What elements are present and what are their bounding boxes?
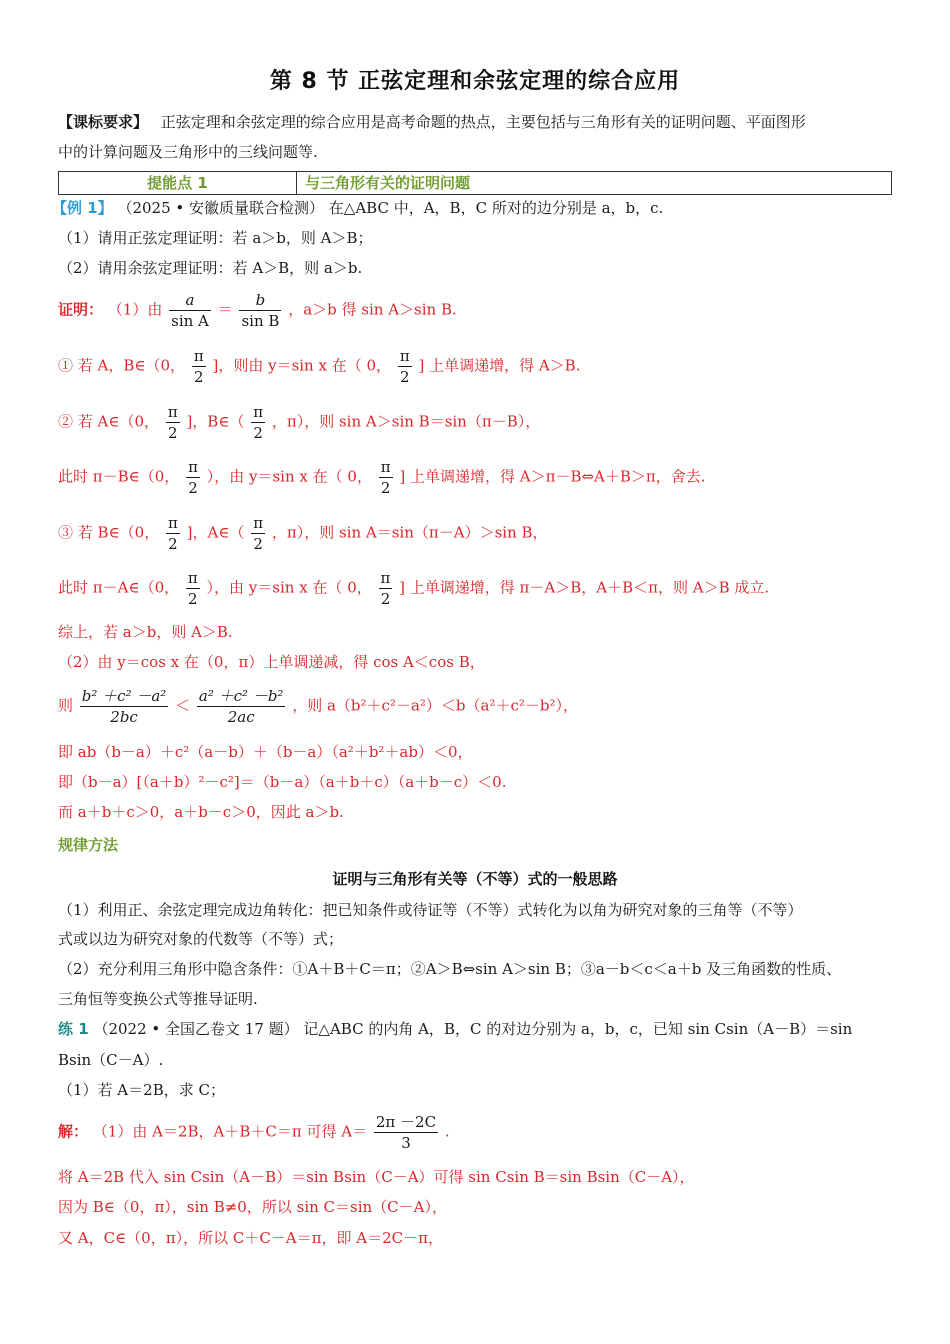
section-title: 与三角形有关的证明问题	[305, 174, 471, 192]
fraction-numerator: π	[167, 403, 178, 421]
solution-line-2: 将 A＝2B 代入 sin Csin（A－B）＝sin Bsin（C－A）可得 sin Csin B＝sin Bsin（C－A），	[58, 1168, 695, 1186]
practice1-label: 练 1	[58, 1020, 89, 1038]
fraction-denominator: sin B	[241, 312, 280, 330]
fraction-numerator: π	[193, 347, 204, 365]
proof-l9-post: ，则 a（b²＋c²－a²）＜b（a²＋c²－b²），	[292, 696, 579, 715]
example1-text: 在△ABC 中，A，B，C 所对的边分别是 a，b，c.	[328, 199, 664, 217]
requirement-label: 【课标要求】	[58, 113, 149, 131]
requirement-text-1: 正弦定理和余弦定理的综合应用是高考命题的热点，主要包括与三角形有关的证明问题、平面图形	[160, 113, 806, 131]
fraction-numerator: π	[380, 569, 391, 587]
fraction-denominator: 2	[188, 479, 198, 497]
solution-line-1	[58, 1112, 450, 1153]
method-p1b: 式或以边为研究对象的代数等（不等）式；	[58, 930, 344, 948]
practice1-text: 记△ABC 的内角 A，B，C 的对边分别为 a，b，c，已知 sin Csin（A－B）＝sin	[303, 1020, 853, 1038]
fraction-pi-over-2	[192, 346, 206, 387]
example1-label: 【例 1】	[52, 199, 113, 217]
fraction-pi-over-2	[251, 513, 265, 554]
proof-line-12: 而 a＋b＋c＞0，a＋b－c＞0，因此 a＞b.	[58, 803, 344, 821]
solution-line-3: 因为 B∈（0，π），sin B≠0，所以 sin C＝sin（C－A），	[58, 1198, 447, 1216]
method-label: 规律方法	[58, 836, 119, 854]
practice1-stem-1	[58, 1019, 852, 1039]
fraction-numerator: π	[399, 347, 410, 365]
practice1-stem-2: Bsin（C－A）.	[58, 1051, 164, 1069]
proof-l4-c: ] 上单调递增，得 A＞π－B⇔A＋B＞π，舍去.	[399, 467, 706, 486]
proof-l4-b: ），由 y＝sin x 在（ 0，	[206, 467, 372, 486]
method-p2b: 三角恒等变换公式等推导证明.	[58, 990, 258, 1008]
fraction-cosA	[80, 686, 169, 727]
fraction-numerator: π	[188, 458, 198, 476]
fraction-numerator: π	[253, 403, 264, 421]
proof-l3-b: ]，B∈（	[186, 412, 245, 431]
proof-l6-b: ），由 y＝sin x 在（ 0，	[206, 578, 372, 597]
proof-l3-c: ，π），则 sin A＞sin B＝sin（π－B），	[271, 412, 541, 431]
proof-l6-a: 此时 π－A∈（0，	[58, 578, 180, 597]
proof-line-5	[58, 513, 548, 554]
fraction-numerator: a	[169, 290, 211, 311]
page-title: 第 8 节 正弦定理和余弦定理的综合应用	[269, 69, 681, 94]
method-p2a: （2）充分利用三角形中隐含条件：①A＋B＋C＝π；②A＞B⇔sin A＞sin B；③a－b＜c＜a＋b 及三角函数的性质、	[58, 960, 842, 978]
solution-l1-post: .	[444, 1122, 450, 1141]
proof-l5-b: ]，A∈（	[186, 523, 245, 542]
proof-l4-a: 此时 π－B∈（0，	[58, 467, 180, 486]
fraction-denominator: 2	[168, 535, 178, 553]
proof-l2-a: ① 若 A，B∈（0，	[58, 356, 186, 375]
proof-label: 证明：	[58, 300, 104, 319]
proof-l5-a: ③ 若 B∈（0，	[58, 523, 160, 542]
proof-line-8: （2）由 y＝cos x 在（0，π）上单调递减，得 cos A＜cos B，	[58, 653, 485, 671]
less-than-sign: ＜	[175, 696, 191, 715]
fraction-denominator: 2	[253, 424, 263, 442]
fraction-pi-over-2	[166, 402, 180, 443]
example1-q2: （2）请用余弦定理证明：若 A＞B，则 a＞b.	[58, 259, 363, 277]
fraction-b-over-sinB	[239, 290, 281, 331]
fraction-a-over-sinA	[169, 290, 211, 331]
proof-line-10: 即 ab（b－a）＋c²（a－b）＋（b－a）（a²＋b²＋ab）＜0，	[58, 743, 473, 761]
solution-l1-pre: （1）由 A＝2B，A＋B＋C＝π 可得 A＝	[92, 1122, 368, 1141]
fraction-denominator: 2	[399, 368, 410, 386]
practice1-source: （2022 • 全国乙卷文 17 题）	[93, 1020, 299, 1038]
proof-line-2	[58, 346, 580, 387]
fraction-numerator: π	[253, 514, 264, 532]
proof-line-9	[58, 686, 578, 727]
proof-line-11: 即（b－a）[（a＋b）²－c²]＝（b－a）（a＋b＋c）（a＋b－c）＜0.	[58, 773, 507, 791]
proof-line-1	[58, 290, 457, 331]
solution-line-4: 又 A，C∈（0，π），所以 C＋C－A＝π，即 A＝2C－π，	[58, 1229, 443, 1247]
fraction-denominator: sin A	[171, 312, 209, 330]
proof-l3-a: ② 若 A∈（0，	[58, 412, 160, 431]
fraction-denominator: 2ac	[227, 708, 255, 726]
fraction-numerator: π	[168, 514, 178, 532]
example1-source: （2025 • 安徽质量联合检测）	[117, 199, 325, 217]
fraction-pi-over-2	[251, 402, 265, 443]
fraction-denominator: 2	[380, 479, 391, 497]
requirement-text-2: 中的计算问题及三角形中的三线问题等.	[58, 143, 318, 161]
fraction-denominator: 3	[401, 1134, 411, 1152]
proof-line-4	[58, 457, 706, 498]
method-p1a: （1）利用正、余弦定理完成边角转化：把已知条件或待证等（不等）式转化为以角为研究对象的三角等（不等）	[58, 901, 803, 919]
fraction-pi-over-2	[379, 457, 393, 498]
fraction-numerator: 2π －2C	[375, 1113, 437, 1131]
fraction-pi-over-2	[186, 457, 200, 498]
example1-q1: （1）请用正弦定理证明：若 a＞b，则 A＞B；	[58, 229, 373, 247]
fraction-pi-over-2	[379, 568, 393, 609]
solution-label: 解：	[58, 1122, 89, 1141]
requirement-line-1	[58, 112, 806, 132]
fraction-pi-over-2	[166, 513, 180, 554]
fraction-denominator: 2	[167, 424, 178, 442]
proof-line-6	[58, 568, 769, 609]
fraction-denominator: 2	[188, 590, 198, 608]
proof-l2-c: ] 上单调递增，得 A＞B.	[418, 356, 581, 375]
proof-l5-c: ，π），则 sin A＝sin（π－A）＞sin B，	[271, 523, 548, 542]
proof-l9-pre: 则	[58, 696, 74, 715]
proof-line-3	[58, 402, 540, 443]
fraction-cosB	[197, 686, 286, 727]
proof-l1-pre: （1）由	[107, 300, 163, 319]
method-heading: 证明与三角形有关等（不等）式的一般思路	[332, 870, 618, 888]
practice1-q1: （1）若 A＝2B，求 C；	[58, 1081, 225, 1099]
fraction-pi-over-2	[398, 346, 412, 387]
fraction-numerator: b² ＋c² －a²	[81, 687, 167, 705]
proof-l1-post: ，a＞b 得 sin A＞sin B.	[288, 300, 457, 319]
equals-sign: ＝	[217, 300, 233, 319]
fraction-denominator: 2	[193, 368, 204, 386]
fraction-A-value	[374, 1112, 438, 1153]
fraction-denominator: 2	[253, 535, 263, 553]
proof-l6-c: ] 上单调递增，得 π－A＞B，A＋B＜π，则 A＞B 成立.	[399, 578, 770, 597]
fraction-denominator: 2	[380, 590, 391, 608]
proof-l2-b: ]，则由 y＝sin x 在（ 0，	[212, 356, 392, 375]
fraction-numerator: π	[187, 569, 198, 587]
fraction-denominator: 2bc	[110, 708, 138, 726]
section-label: 提能点 1	[59, 172, 297, 194]
fraction-numerator: a² ＋c² －b²	[198, 687, 284, 705]
proof-line-7: 综上，若 a＞b，则 A＞B.	[58, 623, 233, 641]
section-header-box	[58, 171, 892, 195]
fraction-numerator: π	[380, 458, 391, 476]
example1-stem	[52, 198, 663, 218]
fraction-numerator: b	[239, 290, 281, 311]
fraction-pi-over-2	[186, 568, 200, 609]
